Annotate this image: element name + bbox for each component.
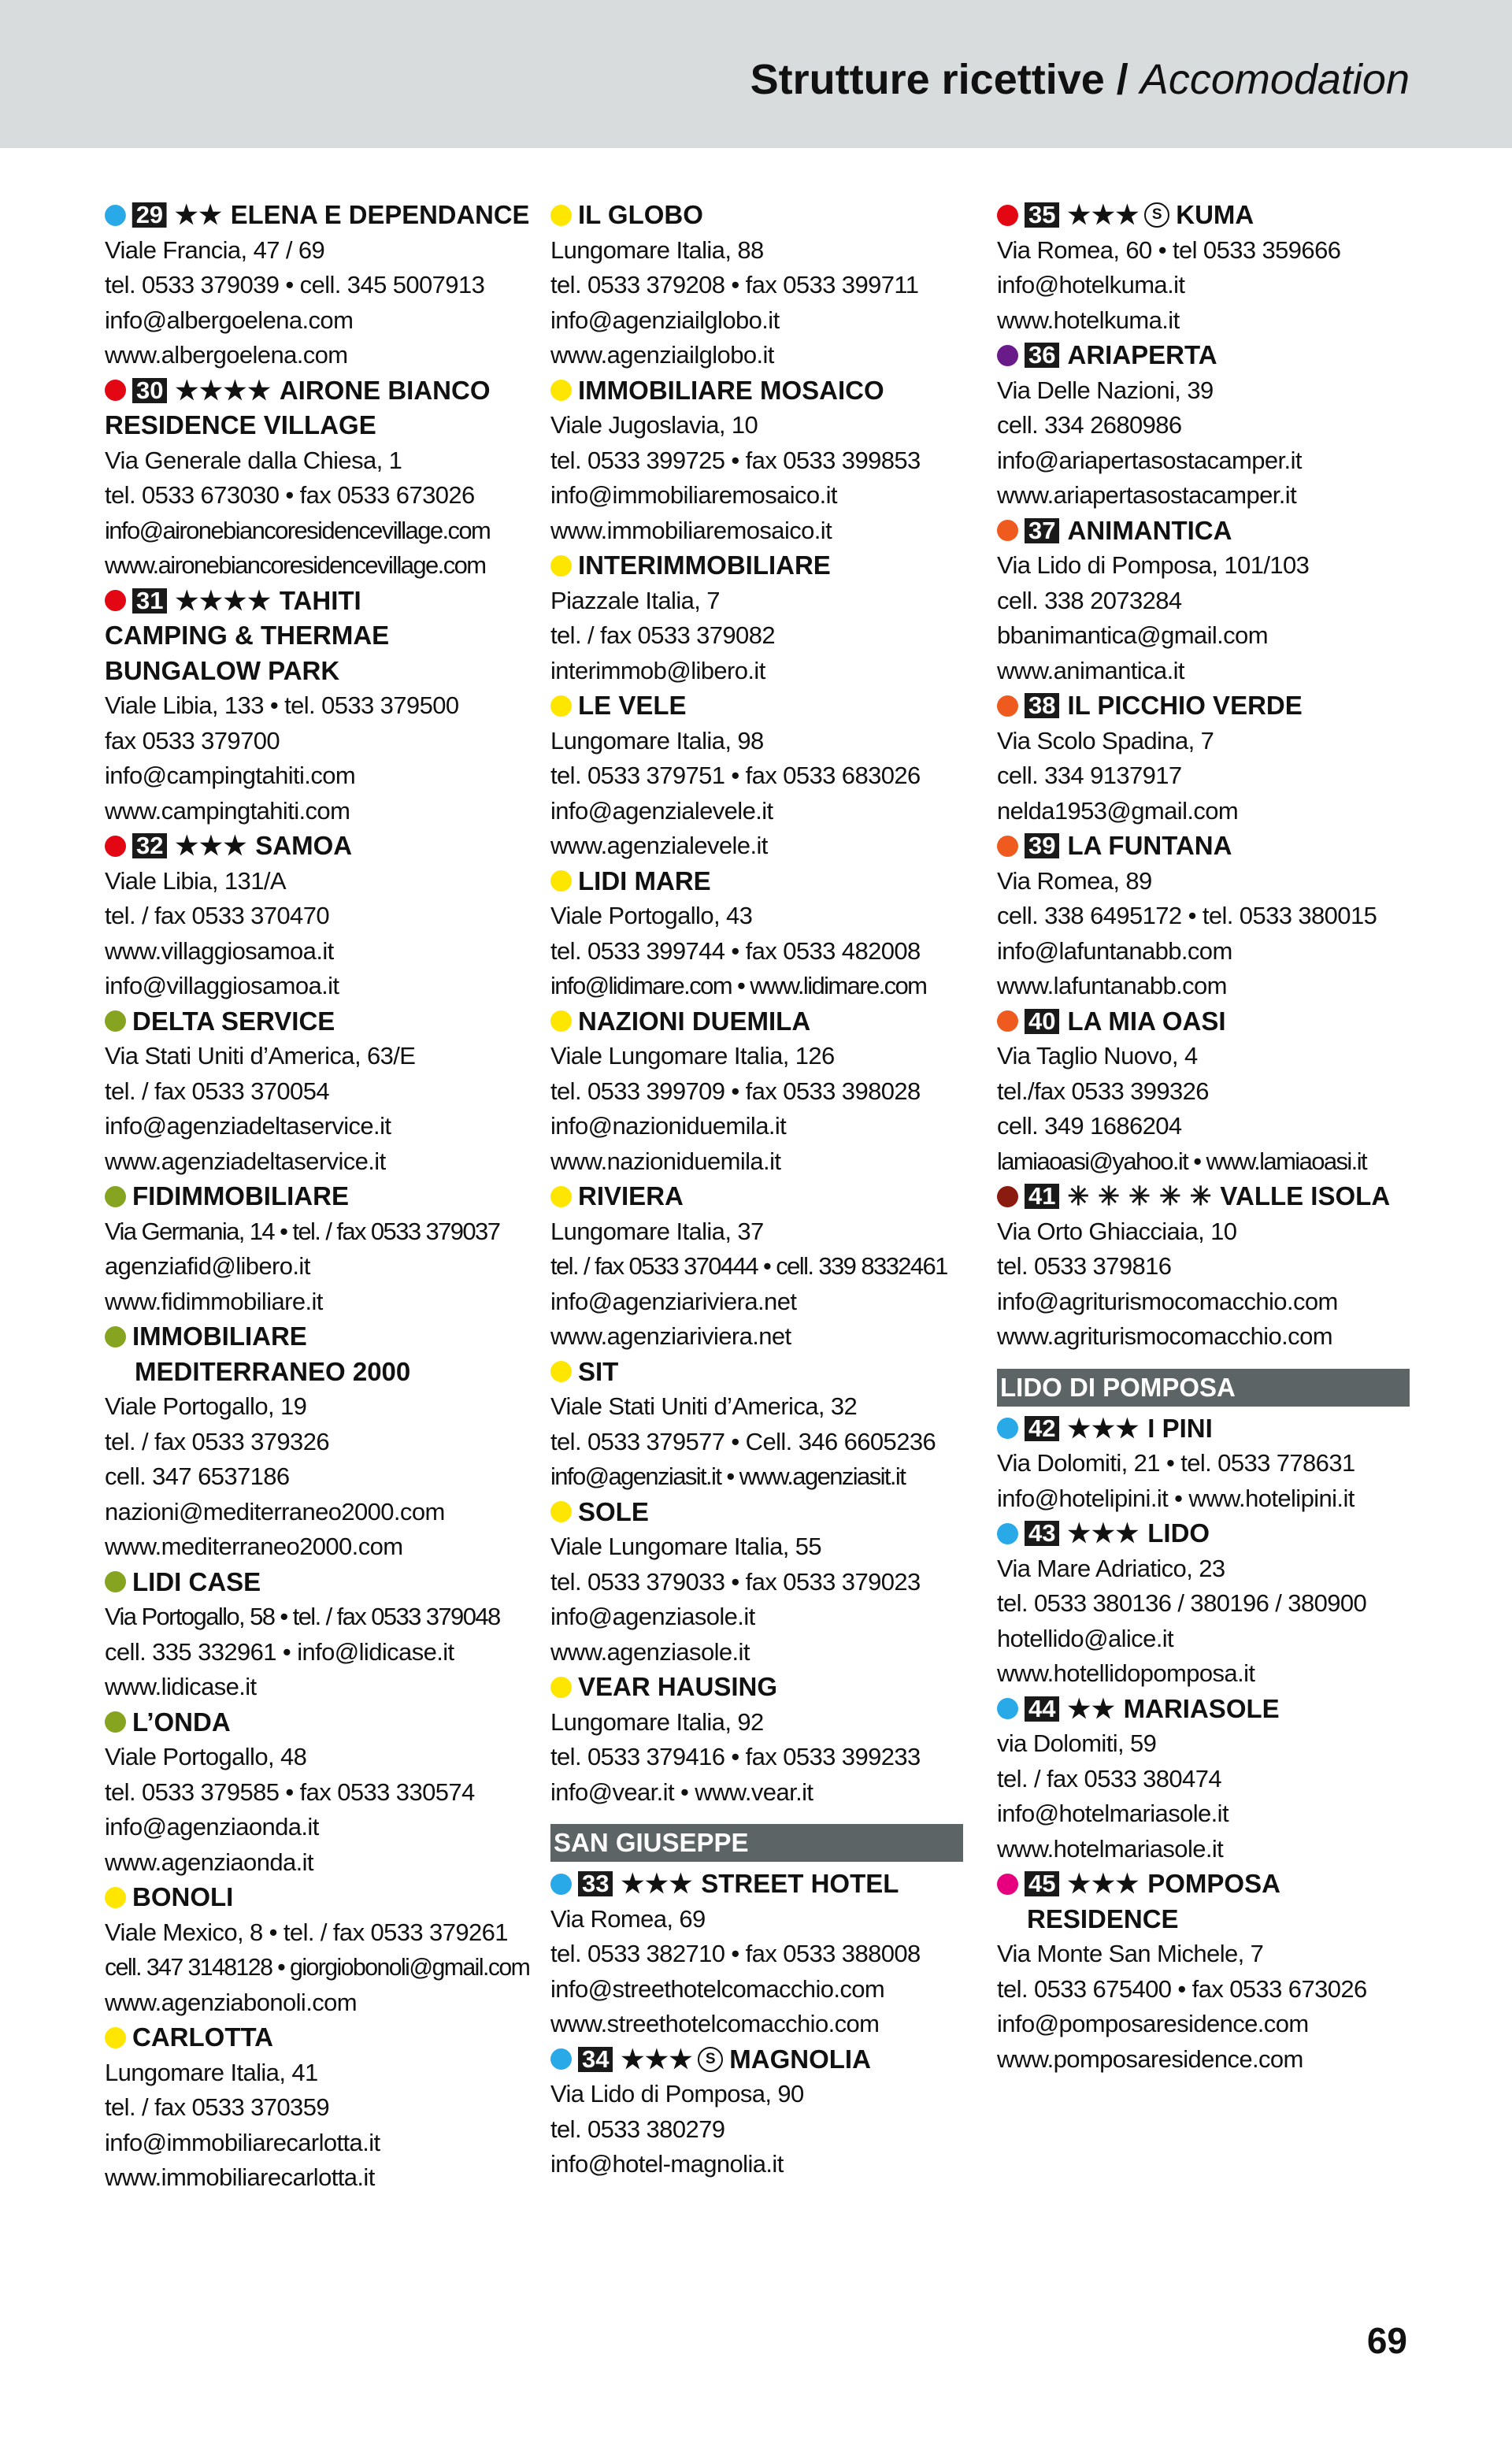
listing-title [550, 548, 976, 584]
page-header [0, 0, 1512, 148]
listing-detail: Lungomare Italia, 92 [550, 1707, 764, 1736]
listing-detail: info@ariapertasostacamper.it [997, 446, 1302, 474]
listing-detail: tel. 0533 399709 • fax 0533 398028 [550, 1077, 921, 1105]
listing-name: INTERIMMOBILIARE [578, 551, 831, 580]
listing-detail: lamiaoasi@yahoo.it • www.lamiaoasi.it [997, 1147, 1366, 1175]
listing-detail: hotellido@alice.it [997, 1624, 1174, 1652]
listing-detail: www.hotelmariasole.it [997, 1834, 1224, 1863]
listing-detail: info@albergoelena.com [105, 306, 354, 334]
rating-stars-icon: ★★★ [1067, 200, 1140, 229]
listing-detail: tel./fax 0533 399326 [997, 1077, 1209, 1105]
listing-detail: bbanimantica@gmail.com [997, 621, 1268, 649]
listing-detail: info@hotelipini.it • www.hotelipini.it [997, 1484, 1354, 1512]
category-dot-icon [997, 695, 1018, 717]
listing-name: IL GLOBO [578, 200, 703, 229]
listing-detail: www.agenziabonoli.com [105, 1988, 357, 2016]
map-number-badge: 31 [132, 588, 167, 614]
listing-name: IMMOBILIARE [132, 1322, 307, 1351]
listing-name: TAHITI [279, 585, 361, 615]
map-number-badge: 35 [1025, 202, 1059, 228]
listing-name: BUNGALOW PARK [105, 655, 340, 685]
listing-detail: www.ariapertasostacamper.it [997, 481, 1297, 509]
listing-detail: Via Portogallo, 58 • tel. / fax 0533 379048 [105, 1603, 500, 1630]
listing-title [550, 1355, 976, 1390]
listing-title [997, 688, 1422, 724]
rating-stars-icon: ✳ ✳ ✳ ✳ ✳ [1067, 1181, 1213, 1210]
listing-detail: info@agenziasit.it • www.agenziasit.it [550, 1462, 906, 1490]
listing-name: LA FUNTANA [1067, 831, 1232, 860]
category-dot-icon [105, 205, 126, 226]
title-italian: Strutture ricettive / [750, 56, 1128, 103]
category-dot-icon [997, 205, 1018, 226]
listing-detail: Via Germania, 14 • tel. / fax 0533 379037 [105, 1217, 500, 1245]
map-number-badge: 36 [1025, 343, 1059, 368]
listing-name: CARLOTTA [132, 2022, 274, 2052]
listing-title [105, 1319, 530, 1355]
listing-detail: Viale Libia, 133 • tel. 0533 379500 [105, 691, 459, 719]
category-dot-icon [550, 2048, 572, 2070]
listing-name: LIDI CASE [132, 1566, 261, 1596]
listing-detail: info@hotelkuma.it [997, 271, 1185, 298]
listing-detail: www.villaggiosamoa.it [105, 936, 334, 965]
listing-detail: tel. 0533 379816 [997, 1252, 1172, 1280]
listing-title [997, 198, 1422, 233]
rating-stars-icon: ★★★ [621, 2044, 694, 2074]
map-number-badge: 40 [1025, 1009, 1059, 1034]
listing-title [550, 198, 976, 233]
listing-detail: www.agenziariviera.net [550, 1322, 791, 1350]
listing-name: RESIDENCE [1027, 1904, 1179, 1933]
listing-detail: info@pomposaresidence.com [997, 2010, 1309, 2037]
listing-column-3 [997, 198, 1422, 2077]
section-heading: LIDO DI POMPOSA [997, 1369, 1410, 1407]
superior-badge-icon: S [698, 2047, 723, 2072]
listing-title [550, 1179, 976, 1214]
listing-title [105, 584, 530, 619]
listing-detail: tel. / fax 0533 379326 [105, 1427, 329, 1455]
listing-title [550, 1670, 976, 1705]
listing-detail: info@lidimare.com • www.lidimare.com [550, 972, 927, 999]
map-number-badge: 32 [132, 833, 167, 858]
listing-detail: www.lafuntanabb.com [997, 972, 1227, 999]
listing-detail: Via Romea, 69 [550, 1904, 706, 1933]
listing-detail: tel. 0533 380279 [550, 2115, 725, 2143]
listing-detail: Lungomare Italia, 37 [550, 1217, 764, 1245]
listing-name: ARIAPERTA [1067, 340, 1217, 369]
listing-detail: tel. 0533 673030 • fax 0533 673026 [105, 481, 475, 509]
listing-detail: tel. 0533 379577 • Cell. 346 6605236 [550, 1427, 936, 1455]
category-dot-icon [550, 870, 572, 892]
category-dot-icon [997, 1186, 1018, 1207]
listing-detail: Lungomare Italia, 88 [550, 235, 764, 264]
listing-detail: info@lafuntanabb.com [997, 936, 1232, 965]
map-number-badge: 44 [1025, 1696, 1059, 1722]
listing-name: MEDITERRANEO 2000 [135, 1356, 411, 1386]
listing-detail: www.animantica.it [997, 656, 1184, 684]
listing-detail: info@nazioniduemila.it [550, 1112, 787, 1140]
listing-detail: Via Lido di Pomposa, 101/103 [997, 551, 1310, 579]
map-number-badge: 43 [1025, 1521, 1059, 1546]
category-dot-icon [997, 836, 1018, 857]
category-dot-icon [105, 1571, 126, 1592]
listing-detail: tel. 0533 382710 • fax 0533 388008 [550, 1940, 921, 1967]
listing-detail: Viale Libia, 131/A [105, 866, 286, 895]
category-dot-icon [105, 1326, 126, 1348]
listing-title [105, 618, 530, 654]
listing-title [105, 1179, 530, 1214]
listing-detail: Viale Lungomare Italia, 55 [550, 1533, 822, 1560]
category-dot-icon [105, 380, 126, 401]
category-dot-icon [550, 1186, 572, 1207]
listing-detail: Via Romea, 60 • tel 0533 359666 [997, 235, 1341, 264]
listing-detail: info@immobiliaremosaico.it [550, 481, 837, 509]
listing-title [105, 373, 530, 409]
listing-title [997, 1692, 1422, 1727]
listing-title [105, 829, 530, 864]
category-dot-icon [997, 1698, 1018, 1719]
listing-detail: interimmob@libero.it [550, 656, 765, 684]
listing-title [550, 2042, 976, 2078]
listing-detail: info@streethotelcomacchio.com [550, 1974, 885, 2003]
rating-stars-icon: ★★ [1067, 1693, 1116, 1723]
listing-detail: tel. 0533 379416 • fax 0533 399233 [550, 1743, 921, 1770]
listing-name: RIVIERA [578, 1181, 684, 1210]
listing-title [550, 1495, 976, 1530]
listing-name: ANIMANTICA [1067, 515, 1232, 545]
listing-detail: tel. 0533 379751 • fax 0533 683026 [550, 762, 921, 789]
listing-detail: cell. 347 6537186 [105, 1462, 290, 1490]
listing-detail: Via Dolomiti, 21 • tel. 0533 778631 [997, 1449, 1355, 1477]
listing-detail: www.campingtahiti.com [105, 796, 350, 825]
rating-stars-icon: ★★★ [1067, 1518, 1140, 1548]
listing-detail: Viale Lungomare Italia, 126 [550, 1042, 835, 1070]
superior-badge-icon: S [1144, 202, 1169, 228]
listing-detail: tel. 0533 379585 • fax 0533 330574 [105, 1778, 475, 1806]
listing-detail: info@campingtahiti.com [105, 762, 356, 789]
category-dot-icon [550, 1874, 572, 1895]
category-dot-icon [105, 836, 126, 857]
listing-detail: www.pomposaresidence.com [997, 2044, 1303, 2073]
listing-detail: Viale Jugoslavia, 10 [550, 411, 758, 439]
rating-stars-icon: ★★★ [621, 1869, 694, 1898]
rating-stars-icon: ★★★ [175, 831, 248, 860]
listing-detail: Via Orto Ghiacciaia, 10 [997, 1217, 1237, 1245]
listing-detail: info@agriturismocomacchio.com [997, 1287, 1338, 1315]
category-dot-icon [997, 345, 1018, 366]
category-dot-icon [550, 1361, 572, 1382]
category-dot-icon [105, 2027, 126, 2048]
listing-title [997, 1902, 1422, 1937]
category-dot-icon [550, 695, 572, 717]
listing-detail: cell. 334 9137917 [997, 762, 1182, 789]
page-number: 69 [1366, 2320, 1407, 2361]
listing-column-1 [105, 198, 530, 2196]
listing-name: LIDO [1147, 1518, 1210, 1548]
listing-detail: www.aironebiancoresidencevillage.com [105, 551, 486, 579]
listing-name: VALLE ISOLA [1220, 1181, 1391, 1210]
listing-name: IL PICCHIO VERDE [1067, 691, 1303, 720]
category-dot-icon [997, 1010, 1018, 1032]
listing-title [550, 864, 976, 899]
listing-detail: www.immobiliaremosaico.it [550, 516, 832, 544]
listing-name: MARIASOLE [1123, 1693, 1280, 1723]
listing-name: SAMOA [255, 831, 353, 860]
listing-title [997, 338, 1422, 373]
listing-detail: tel. 0533 379033 • fax 0533 379023 [550, 1567, 921, 1596]
listing-detail: info@hotelmariasole.it [997, 1800, 1228, 1827]
listing-name: FIDIMMOBILIARE [132, 1181, 349, 1210]
listing-detail: Via Taglio Nuovo, 4 [997, 1042, 1198, 1070]
listing-detail: cell. 349 1686204 [997, 1112, 1182, 1140]
listing-detail: tel. 0533 675400 • fax 0533 673026 [997, 1974, 1367, 2003]
listing-detail: www.agenziadeltaservice.it [105, 1147, 386, 1175]
rating-stars-icon: ★★★★ [175, 375, 272, 405]
category-dot-icon [550, 555, 572, 576]
category-dot-icon [997, 1523, 1018, 1544]
listing-detail: www.immobiliarecarlotta.it [105, 2163, 375, 2191]
listing-name: L’ONDA [132, 1707, 231, 1737]
listing-detail: Via Romea, 89 [997, 866, 1152, 895]
listing-title [105, 1705, 530, 1740]
listing-title [997, 1516, 1422, 1551]
rating-stars-icon: ★★★★ [175, 585, 272, 615]
listing-detail: Via Scolo Spadina, 7 [997, 726, 1214, 754]
listing-detail: www.nazioniduemila.it [550, 1147, 781, 1175]
listing-name: ELENA E DEPENDANCE [230, 200, 530, 229]
listing-detail: www.lidicase.it [105, 1673, 257, 1700]
listing-title [105, 1565, 530, 1600]
listing-name: KUMA [1176, 200, 1254, 229]
map-number-badge: 29 [132, 202, 167, 228]
section-heading: SAN GIUSEPPE [550, 1824, 963, 1862]
map-number-badge: 30 [132, 378, 167, 403]
listing-detail: info@villaggiosamoa.it [105, 972, 339, 999]
listing-detail: tel. 0533 399725 • fax 0533 399853 [550, 446, 921, 474]
page-title [750, 55, 1410, 104]
category-dot-icon [105, 1186, 126, 1207]
rating-stars-icon: ★★★ [1067, 1869, 1140, 1898]
category-dot-icon [997, 1418, 1018, 1439]
listing-detail: Piazzale Italia, 7 [550, 586, 720, 614]
listing-title [105, 1355, 530, 1390]
listing-detail: www.streethotelcomacchio.com [550, 2010, 880, 2037]
listing-title [997, 829, 1422, 864]
listing-name: POMPOSA [1147, 1869, 1280, 1898]
listing-name: SOLE [578, 1496, 649, 1526]
listing-title [997, 1004, 1422, 1040]
listing-name: LIDI MARE [578, 866, 711, 895]
listing-detail: Viale Mexico, 8 • tel. / fax 0533 379261 [105, 1918, 508, 1946]
listing-detail: Via Mare Adriatico, 23 [997, 1554, 1225, 1582]
listing-detail: Via Monte San Michele, 7 [997, 1940, 1264, 1967]
map-number-badge: 33 [578, 1871, 613, 1896]
category-dot-icon [997, 520, 1018, 541]
listing-detail: tel. / fax 0533 370359 [105, 2093, 329, 2121]
listing-detail: www.agenziasole.it [550, 1637, 750, 1666]
listing-detail: www.mediterraneo2000.com [105, 1533, 403, 1560]
listing-detail: www.agenzialevele.it [550, 832, 768, 859]
listing-detail: Lungomare Italia, 98 [550, 726, 764, 754]
listing-detail: www.agenziailglobo.it [550, 341, 774, 369]
listing-detail: Viale Stati Uniti d’America, 32 [550, 1392, 858, 1420]
listing-column-2 [550, 198, 976, 2182]
listing-detail: tel. 0533 379039 • cell. 345 5007913 [105, 271, 485, 298]
listing-detail: www.agenziaonda.it [105, 1848, 313, 1876]
listing-detail: tel. 0533 380136 / 380196 / 380900 [997, 1589, 1367, 1617]
listing-detail: tel. / fax 0533 379082 [550, 621, 775, 649]
map-number-badge: 45 [1025, 1871, 1059, 1896]
listing-detail: www.hotellidopomposa.it [997, 1659, 1255, 1687]
listing-detail: Viale Portogallo, 48 [105, 1743, 307, 1770]
listing-name: DELTA SERVICE [132, 1006, 335, 1036]
listing-detail: cell. 338 2073284 [997, 586, 1182, 614]
listing-detail: Viale Portogallo, 43 [550, 902, 753, 929]
category-dot-icon [550, 205, 572, 226]
listing-detail: info@agenzialevele.it [550, 796, 773, 825]
listing-title [105, 1004, 530, 1040]
listing-name: LE VELE [578, 691, 687, 720]
listing-detail: tel. 0533 399744 • fax 0533 482008 [550, 936, 921, 965]
listing-detail: fax 0533 379700 [105, 726, 280, 754]
listing-name: VEAR HAUSING [578, 1672, 778, 1701]
map-number-badge: 42 [1025, 1416, 1059, 1441]
listing-detail: info@agenziadeltaservice.it [105, 1112, 391, 1140]
listing-detail: info@immobiliarecarlotta.it [105, 2128, 380, 2156]
listing-detail: www.albergoelena.com [105, 341, 348, 369]
category-dot-icon [105, 590, 126, 611]
category-dot-icon [550, 1677, 572, 1698]
listing-detail: tel. / fax 0533 370054 [105, 1077, 329, 1105]
category-dot-icon [997, 1874, 1018, 1895]
listing-name: IMMOBILIARE MOSAICO [578, 375, 884, 405]
listing-detail: tel. / fax 0533 370470 [105, 902, 329, 929]
category-dot-icon [550, 380, 572, 401]
listing-detail: info@vear.it • www.vear.it [550, 1778, 813, 1806]
listing-detail: tel. / fax 0533 380474 [997, 1764, 1221, 1792]
listing-detail: Viale Portogallo, 19 [105, 1392, 307, 1420]
listing-detail: agenziafid@libero.it [105, 1252, 310, 1280]
rating-stars-icon: ★★ [174, 200, 223, 229]
listing-name: I PINI [1147, 1413, 1213, 1443]
title-english: Accomodation [1140, 56, 1410, 103]
listing-title [550, 1867, 976, 1902]
map-number-badge: 41 [1025, 1184, 1059, 1209]
listing-detail: tel. / fax 0533 370444 • cell. 339 8332461 [550, 1252, 947, 1280]
listing-title [105, 654, 530, 689]
listing-detail: info@hotel-magnolia.it [550, 2150, 784, 2178]
listing-detail: info@aironebiancoresidencevillage.com [105, 516, 491, 544]
listing-title [997, 1867, 1422, 1902]
listing-name: MAGNOLIA [729, 2044, 871, 2074]
listing-title [550, 1004, 976, 1040]
listing-detail: Via Lido di Pomposa, 90 [550, 2080, 804, 2108]
listing-detail: www.hotelkuma.it [997, 306, 1180, 334]
listing-title [105, 408, 530, 443]
map-number-badge: 39 [1025, 833, 1059, 858]
listing-title [105, 1880, 530, 1915]
map-number-badge: 37 [1025, 518, 1059, 543]
listing-name: AIRONE BIANCO [279, 375, 491, 405]
listing-detail: info@agenziariviera.net [550, 1287, 797, 1315]
listing-detail: tel. 0533 379208 • fax 0533 399711 [550, 271, 919, 298]
listing-title [105, 2020, 530, 2056]
listing-detail: info@agenziaonda.it [105, 1813, 319, 1841]
listing-title [105, 198, 530, 233]
listing-detail: cell. 334 2680986 [997, 411, 1182, 439]
listing-detail: via Dolomiti, 59 [997, 1729, 1157, 1757]
listing-detail: Lungomare Italia, 41 [105, 2058, 318, 2086]
category-dot-icon [105, 1887, 126, 1908]
listing-detail: Via Delle Nazioni, 39 [997, 376, 1214, 404]
listing-title [550, 688, 976, 724]
listing-detail: Via Generale dalla Chiesa, 1 [105, 446, 402, 474]
listing-title [997, 1411, 1422, 1447]
listing-name: CAMPING & THERMAE [105, 621, 390, 650]
listing-name: STREET HOTEL [701, 1869, 899, 1898]
listing-name: BONOLI [132, 1882, 234, 1911]
listing-detail: Via Stati Uniti d’America, 63/E [105, 1042, 416, 1070]
listing-detail: cell. 338 6495172 • tel. 0533 380015 [997, 902, 1377, 929]
listing-title [997, 1179, 1422, 1214]
listing-title [997, 513, 1422, 549]
map-number-badge: 34 [578, 2047, 613, 2072]
listing-detail: nazioni@mediterraneo2000.com [105, 1497, 445, 1525]
listing-title [550, 373, 976, 409]
listing-detail: info@agenziailglobo.it [550, 306, 780, 334]
listing-detail: www.fidimmobiliare.it [105, 1287, 323, 1315]
listing-detail: nelda1953@gmail.com [997, 796, 1239, 825]
category-dot-icon [105, 1711, 126, 1733]
map-number-badge: 38 [1025, 693, 1059, 718]
listing-detail: www.agriturismocomacchio.com [997, 1322, 1332, 1350]
listing-name: NAZIONI DUEMILA [578, 1006, 811, 1036]
listing-name: RESIDENCE VILLAGE [105, 410, 376, 439]
listing-name: LA MIA OASI [1067, 1006, 1226, 1036]
listing-detail: cell. 335 332961 • info@lidicase.it [105, 1637, 454, 1666]
listing-detail: Viale Francia, 47 / 69 [105, 235, 325, 264]
category-dot-icon [550, 1501, 572, 1522]
listing-name: SIT [578, 1356, 619, 1386]
rating-stars-icon: ★★★ [1067, 1413, 1140, 1443]
listing-detail: info@agenziasole.it [550, 1603, 755, 1630]
category-dot-icon [105, 1010, 126, 1032]
category-dot-icon [550, 1010, 572, 1032]
listing-detail: cell. 347 3148128 • giorgiobonoli@gmail.com [105, 1953, 530, 1981]
